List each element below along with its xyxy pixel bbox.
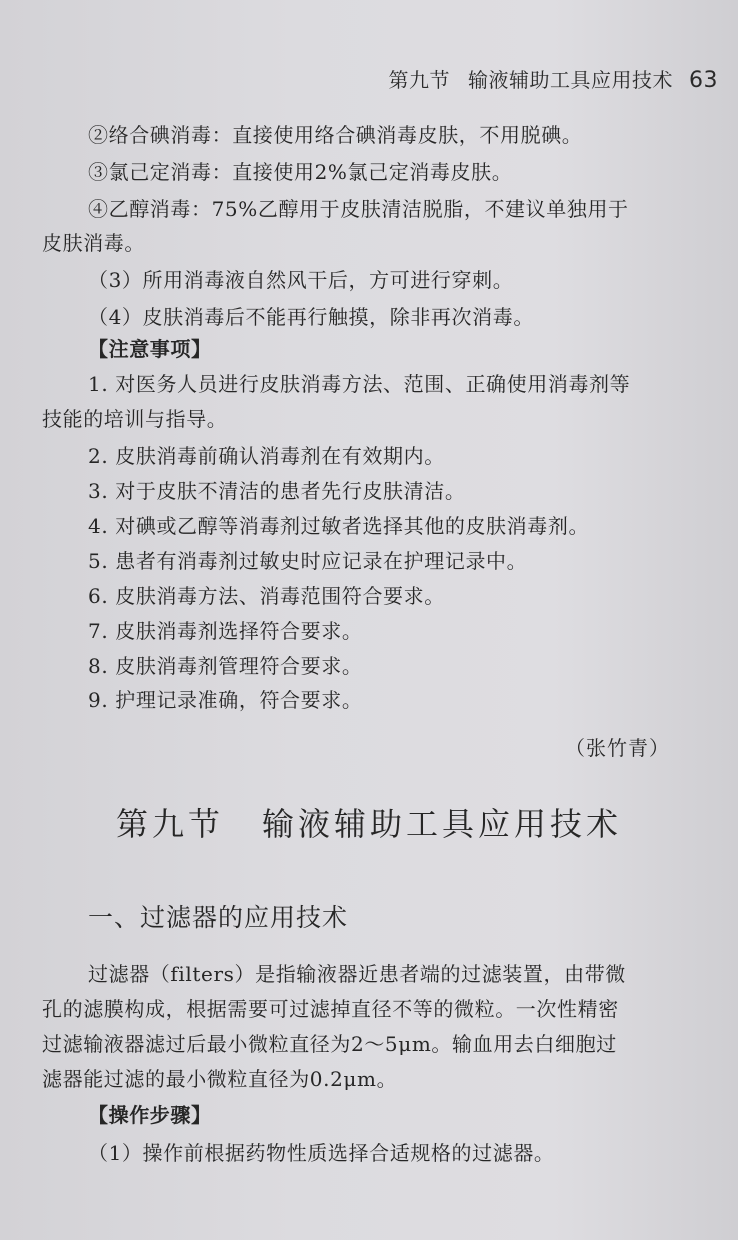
paragraph-line: 过滤器（filters）是指输液器近患者端的过滤装置，由带微 xyxy=(88,962,626,986)
precaution-item: 技能的培训与指导。 xyxy=(42,407,228,431)
step-line: （4）皮肤消毒后不能再行触摸，除非再次消毒。 xyxy=(88,305,534,329)
procedure-heading: 【操作步骤】 xyxy=(88,1103,212,1127)
procedure-step: （1）操作前根据药物性质选择合适规格的过滤器。 xyxy=(88,1141,555,1165)
paragraph-line: 孔的滤膜构成，根据需要可过滤掉直径不等的微粒。一次性精密 xyxy=(42,997,619,1021)
disinfection-method-line: ③氯己定消毒：直接使用2%氯己定消毒皮肤。 xyxy=(88,160,513,184)
precaution-item: 6. 皮肤消毒方法、消毒范围符合要求。 xyxy=(88,584,445,608)
subheading: 一、过滤器的应用技术 xyxy=(88,903,349,932)
paragraph-line: 过滤输液器滤过后最小微粒直径为2～5μm。输血用去白细胞过 xyxy=(42,1032,617,1056)
section-title-name: 输液辅助工具应用技术 xyxy=(262,805,623,843)
precaution-item: 2. 皮肤消毒前确认消毒剂在有效期内。 xyxy=(88,444,445,468)
precaution-item: 7. 皮肤消毒剂选择符合要求。 xyxy=(88,619,363,643)
author-attribution: （张竹青） xyxy=(565,736,670,760)
section-title-number: 第九节 xyxy=(115,805,224,843)
precautions-heading: 【注意事项】 xyxy=(88,337,212,361)
precaution-item: 3. 对于皮肤不清洁的患者先行皮肤清洁。 xyxy=(88,479,466,503)
disinfection-method-line: ④乙醇消毒：75%乙醇用于皮肤清洁脱脂，不建议单独用于 xyxy=(88,197,629,221)
disinfection-method-line: 皮肤消毒。 xyxy=(42,231,145,255)
precaution-item: 4. 对碘或乙醇等消毒剂过敏者选择其他的皮肤消毒剂。 xyxy=(88,514,590,538)
header-section-number: 第九节 xyxy=(388,68,450,92)
paragraph-line: 滤器能过滤的最小微粒直径为0.2μm。 xyxy=(42,1067,398,1091)
header-section-title: 输液辅助工具应用技术 xyxy=(468,68,673,92)
page-number: 63 xyxy=(689,68,718,93)
precaution-item: 1. 对医务人员进行皮肤消毒方法、范围、正确使用消毒剂等 xyxy=(88,372,631,396)
step-line: （3）所用消毒液自然风干后，方可进行穿刺。 xyxy=(88,268,514,292)
running-header xyxy=(0,62,718,98)
precaution-item: 8. 皮肤消毒剂管理符合要求。 xyxy=(88,654,363,678)
section-title xyxy=(0,796,738,852)
precaution-item: 5. 患者有消毒剂过敏史时应记录在护理记录中。 xyxy=(88,549,528,573)
precaution-item: 9. 护理记录准确，符合要求。 xyxy=(88,688,363,712)
disinfection-method-line: ②络合碘消毒：直接使用络合碘消毒皮肤，不用脱碘。 xyxy=(88,123,583,147)
